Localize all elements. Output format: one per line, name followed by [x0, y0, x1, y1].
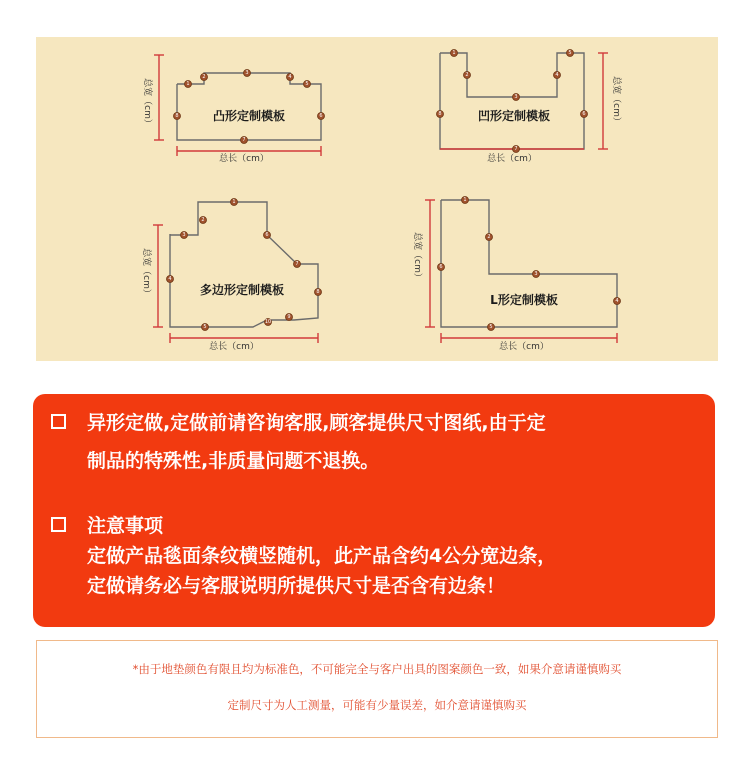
convex-node-1 — [185, 81, 192, 88]
disclaimer-box — [36, 640, 718, 738]
svg-text:6: 6 — [319, 113, 323, 119]
svg-text:1: 1 — [463, 197, 467, 203]
polygon-length-label: 总长（cm） — [209, 342, 259, 352]
custom-notice-line-2: 制品的特殊性,非质量问题不退换。 — [87, 450, 380, 472]
svg-text:6: 6 — [582, 111, 586, 117]
concave-template — [437, 50, 624, 165]
svg-text:8: 8 — [175, 113, 179, 119]
convex-node-2 — [201, 74, 208, 81]
svg-text:3: 3 — [245, 70, 249, 76]
polygon-node-7 — [294, 261, 301, 268]
convex-template — [142, 55, 325, 164]
l-shape-template — [412, 197, 621, 353]
polygon-node-5 — [202, 324, 209, 331]
polygon-template — [141, 199, 322, 353]
polygon-node-6 — [264, 232, 271, 239]
concave-node-7 — [513, 146, 520, 153]
convex-width-dimension — [154, 55, 164, 140]
concave-node-1 — [451, 50, 458, 57]
l-shape-node-6 — [438, 264, 445, 271]
svg-text:2: 2 — [202, 74, 206, 80]
l-shape-width-label: 总宽（cm） — [412, 232, 422, 282]
attention-line-2: 定做请务必与客服说明所提供尺寸是否含有边条！ — [87, 575, 506, 597]
notice-panel — [33, 394, 715, 627]
attention-line-1: 定做产品毯面条纹横竖随机，此产品含约4公分宽边条， — [87, 545, 557, 567]
svg-text:3: 3 — [182, 232, 186, 238]
svg-text:4: 4 — [288, 74, 292, 80]
polygon-node-3 — [181, 232, 188, 239]
svg-text:5: 5 — [305, 81, 309, 87]
convex-node-5 — [304, 81, 311, 88]
svg-text:6: 6 — [265, 232, 269, 238]
disclaimer-line-2: 定制尺寸为人工测量，可能有少量误差，如介意请谨慎购买 — [227, 698, 527, 712]
concave-length-label: 总长（cm） — [487, 154, 537, 164]
svg-text:10: 10 — [264, 319, 272, 325]
convex-node-3 — [244, 70, 251, 77]
concave-width-dimension — [598, 53, 608, 149]
svg-text:2: 2 — [487, 234, 491, 240]
svg-text:8: 8 — [316, 289, 320, 295]
concave-width-label: 总宽（cm） — [611, 76, 621, 126]
attention-title: 注意事项 — [87, 515, 164, 537]
concave-node-6 — [581, 111, 588, 118]
svg-text:1: 1 — [452, 50, 456, 56]
svg-text:4: 4 — [168, 276, 172, 282]
polygon-node-4 — [167, 276, 174, 283]
template-diagrams — [36, 37, 718, 361]
template-diagram-panel — [36, 37, 718, 361]
polygon-template-label: 多边形定制模板 — [199, 283, 285, 297]
polygon-node-2 — [200, 217, 207, 224]
custom-notice-line-1: 异形定做,定做前请咨询客服,顾客提供尺寸图纸,由于定 — [87, 412, 546, 434]
convex-node-8 — [174, 113, 181, 120]
svg-text:9: 9 — [287, 314, 291, 320]
convex-node-6 — [318, 113, 325, 120]
convex-node-4 — [287, 74, 294, 81]
checkbox-icon — [51, 517, 66, 532]
svg-text:3: 3 — [514, 94, 518, 100]
concave-template-label: 凹形定制模板 — [477, 109, 551, 123]
convex-width-label: 总宽（cm） — [142, 78, 152, 128]
svg-text:5: 5 — [568, 50, 572, 56]
svg-text:7: 7 — [295, 261, 299, 267]
svg-text:4: 4 — [555, 72, 559, 78]
polygon-width-label: 总宽（cm） — [141, 248, 151, 298]
svg-text:5: 5 — [203, 324, 207, 330]
l-shape-node-5 — [488, 324, 495, 331]
checkbox-icon — [51, 414, 66, 429]
concave-node-5 — [567, 50, 574, 57]
l-shape-node-2 — [486, 234, 493, 241]
svg-text:6: 6 — [439, 264, 443, 270]
svg-text:7: 7 — [242, 137, 246, 143]
svg-text:2: 2 — [465, 72, 469, 78]
polygon-node-9 — [286, 314, 293, 321]
polygon-width-dimension — [153, 225, 163, 327]
convex-length-label: 总长（cm） — [219, 154, 269, 164]
svg-text:4: 4 — [615, 298, 619, 304]
l-shape-node-4 — [614, 298, 621, 305]
polygon-node-10 — [265, 319, 272, 326]
svg-text:7: 7 — [514, 146, 518, 152]
disclaimer-line-1: *由于地垫颜色有限且均为标准色，不可能完全与客户出具的图案颜色一致，如果介意请谨慎购买 — [132, 662, 622, 676]
convex-template-label: 凸形定制模板 — [212, 109, 286, 123]
l-shape-length-label: 总长（cm） — [499, 342, 549, 352]
l-shape-width-dimension — [425, 200, 435, 327]
concave-node-4 — [554, 72, 561, 79]
polygon-node-1 — [231, 199, 238, 206]
svg-text:8: 8 — [438, 111, 442, 117]
svg-text:1: 1 — [232, 199, 236, 205]
svg-text:3: 3 — [534, 271, 538, 277]
convex-node-7 — [241, 137, 248, 144]
svg-text:2: 2 — [201, 217, 205, 223]
l-shape-template-label: L形定制模板 — [490, 293, 558, 307]
polygon-node-8 — [315, 289, 322, 296]
l-shape-node-3 — [533, 271, 540, 278]
svg-text:5: 5 — [489, 324, 493, 330]
concave-node-3 — [513, 94, 520, 101]
concave-node-2 — [464, 72, 471, 79]
svg-text:1: 1 — [186, 81, 190, 87]
concave-node-8 — [437, 111, 444, 118]
l-shape-node-1 — [462, 197, 469, 204]
